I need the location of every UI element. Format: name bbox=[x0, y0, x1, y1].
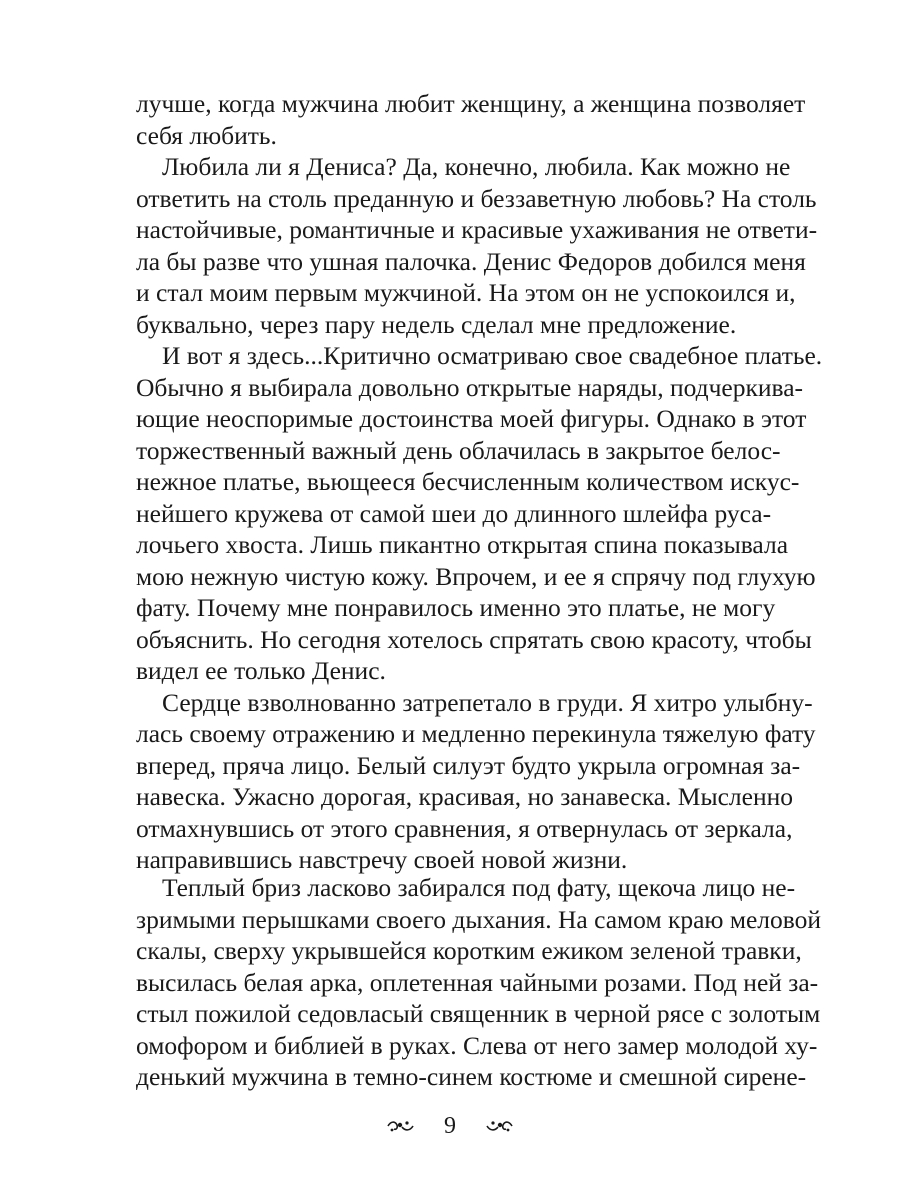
text-line: нежное платье, вьющееся бесчисленным количеством искус- bbox=[136, 467, 800, 496]
text-line: И вот я здесь...Критично осматриваю свое свадебное платье. bbox=[162, 341, 823, 370]
text-line: Любила ли я Дениса? Да, конечно, любила. Как можно не bbox=[162, 152, 791, 181]
text-line: и стал моим первым мужчиной. На этом он не успокоился и, bbox=[136, 278, 796, 307]
text-line: лась своему отражению и медленно перекинула тяжелую фату bbox=[136, 719, 816, 748]
text-line: стыл пожилой седовласый священник в черной рясе с золотым bbox=[136, 999, 821, 1028]
text-line: торжественный важный день облачилась в закрытое белос- bbox=[136, 435, 781, 465]
text-line: Сердце взволнованно затрепетало в груди. Я хитро улыбну- bbox=[162, 687, 813, 717]
text-line: видел ее только Денис. bbox=[136, 656, 386, 685]
floral-ornament-icon bbox=[484, 1119, 514, 1133]
text-line: Обычно я выбирала довольно открытые наряды, подчеркива- bbox=[136, 372, 804, 402]
text-line: скалы, сверху укрывшейся коротким ежиком зеленой травки, bbox=[136, 936, 802, 965]
text-line: лочьего хвоста. Лишь пикантно открытая спина показывала bbox=[136, 530, 789, 559]
text-line: себя любить. bbox=[136, 120, 277, 150]
text-line: высилась белая арка, оплетенная чайными розами. Под ней за- bbox=[136, 967, 819, 997]
text-line: лучше, когда мужчина любит женщину, а женщина позволяет bbox=[136, 89, 806, 118]
text-line: отмахнувшись от этого сравнения, я отвернулась от зеркала, bbox=[136, 813, 793, 843]
floral-ornament-icon bbox=[386, 1119, 416, 1133]
text-line: Теплый бриз ласково забирался под фату, щекоча лицо не- bbox=[162, 873, 796, 902]
text-line: объяснить. Но сегодня хотелось спрятать свою красоту, чтобы bbox=[136, 624, 812, 654]
text-line: ющие неоспоримые достоинства моей фигуры. Однако в этот bbox=[136, 404, 807, 433]
text-block-lower bbox=[136, 872, 822, 1093]
text-line: ла бы разве что ушная палочка. Денис Федоров добился меня bbox=[136, 246, 806, 276]
text-line: буквально, через пару недель сделал мне предложение. bbox=[136, 309, 737, 339]
text-line: ответить на столь преданную и беззаветную любовь? На столь bbox=[136, 183, 817, 213]
text-line: настойчивые, романтичные и красивые ухаживания не ответи- bbox=[136, 215, 818, 244]
text-line: направившись навстречу своей новой жизни. bbox=[136, 845, 628, 874]
text-line: вперед, пряча лицо. Белый силуэт будто укрыла огромная за- bbox=[136, 750, 801, 780]
page-footer bbox=[0, 1111, 900, 1141]
text-line: нейшего кружева от самой шеи до длинного шлейфа руса- bbox=[136, 498, 772, 528]
text-block-upper bbox=[136, 88, 823, 876]
text-line: навеска. Ужасно дорогая, красивая, но занавеска. Мысленно bbox=[136, 782, 794, 811]
page-number: 9 bbox=[444, 1113, 456, 1139]
text-line: мою нежную чистую кожу. Впрочем, и ее я спрячу под глухую bbox=[136, 561, 816, 591]
text-line: зримыми перышками своего дыхания. На самом краю меловой bbox=[136, 904, 822, 934]
text-line: омофором и библией в руках. Слева от него замер молодой ху- bbox=[136, 1030, 818, 1060]
text-line: фату. Почему мне понравилось именно это платье, не могу bbox=[136, 593, 776, 622]
text-line: денький мужчина в темно-синем костюме и смешной сирене- bbox=[136, 1062, 807, 1091]
